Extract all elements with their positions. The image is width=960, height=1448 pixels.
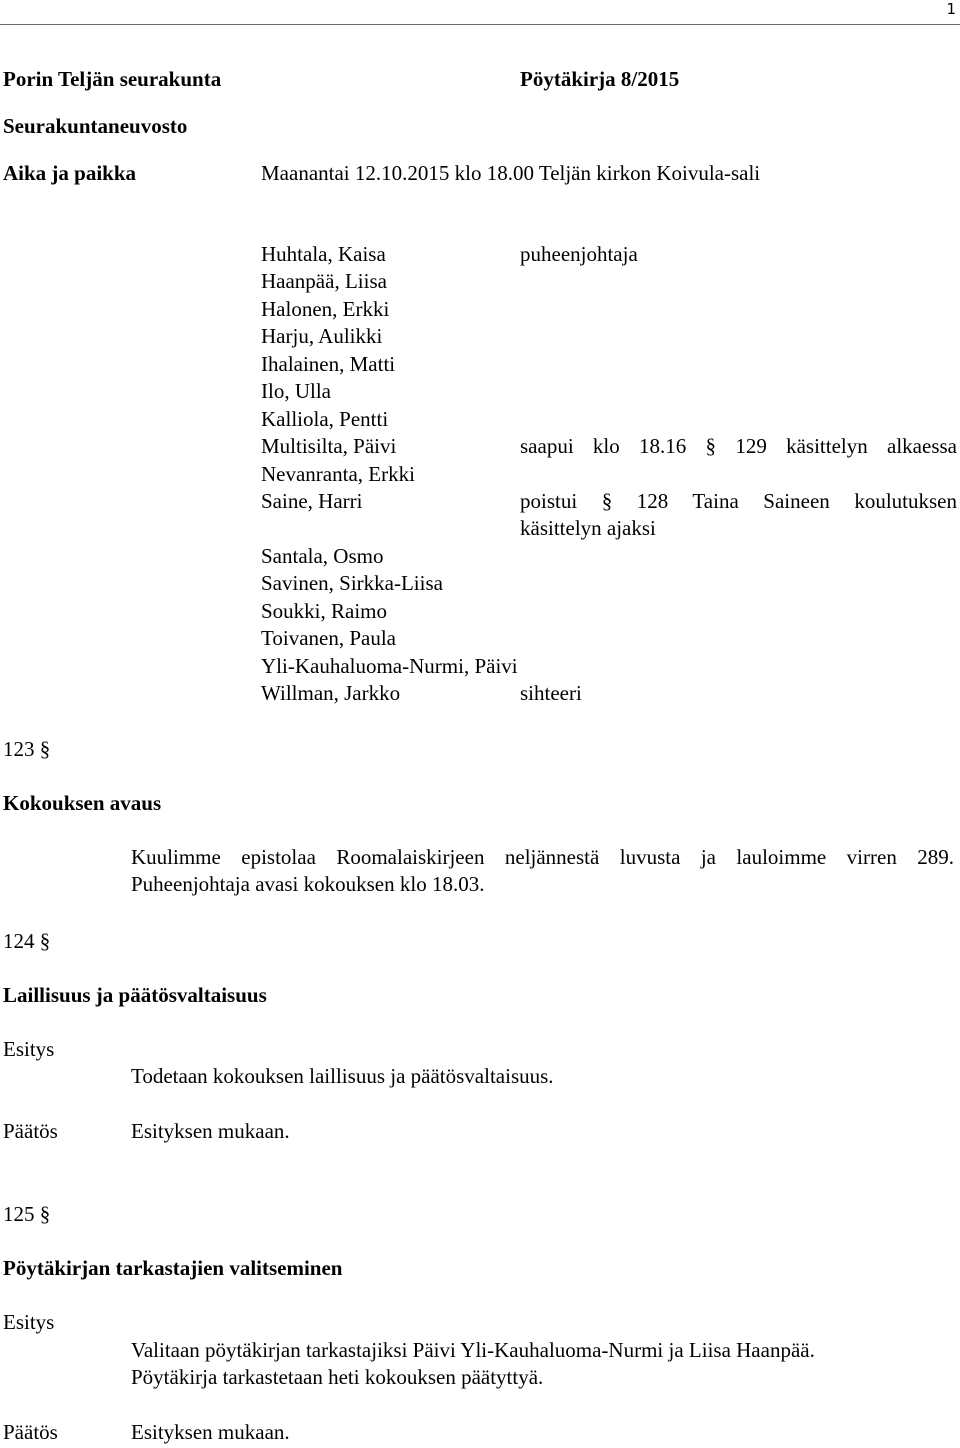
section-number: 123 § <box>3 737 51 761</box>
attendee-note: poistui § 128 Taina Saineen koulutuksen <box>520 489 957 513</box>
section-number: 125 § <box>3 1202 51 1226</box>
time-place-value: Maanantai 12.10.2015 klo 18.00 Teljän kirkon Koivula-sali <box>261 161 761 185</box>
attendee-note: saapui klo 18.16 § 129 käsittelyn alkaessa <box>520 434 957 458</box>
attendee-name: Savinen, Sirkka-Liisa <box>261 571 443 595</box>
section-title: Pöytäkirjan tarkastajien valitseminen <box>3 1256 343 1280</box>
proposal-label: Esitys <box>3 1310 55 1334</box>
attendee-role: sihteeri <box>520 681 582 705</box>
section-title: Laillisuus ja päätösvaltaisuus <box>3 983 267 1007</box>
attendee-name: Halonen, Erkki <box>261 297 390 321</box>
attendee-name: Santala, Osmo <box>261 544 384 568</box>
section-title: Kokouksen avaus <box>3 791 162 815</box>
attendee-name: Yli-Kauhaluoma-Nurmi, Päivi <box>261 654 518 678</box>
decision-text: Esityksen mukaan. <box>131 1420 290 1444</box>
attendee-name: Soukki, Raimo <box>261 599 388 623</box>
attendee-note-continued: käsittelyn ajaksi <box>520 516 656 540</box>
decision-label: Päätös <box>3 1119 58 1143</box>
header-rule <box>0 24 960 25</box>
decision-label: Päätös <box>3 1420 58 1444</box>
attendee-name: Willman, Jarkko <box>261 681 401 705</box>
attendee-name: Nevanranta, Erkki <box>261 462 415 486</box>
attendee-role: puheenjohtaja <box>520 242 638 266</box>
proposal-text: Valitaan pöytäkirjan tarkastajiksi Päivi Yli-Kauhaluoma-Nurmi ja Liisa Haanpää. <box>131 1338 815 1362</box>
section-text: Kuulimme epistolaa Roomalaiskirjeen neljännestä luvusta ja lauloimme virren 289. <box>131 845 954 869</box>
attendee-name: Saine, Harri <box>261 489 363 513</box>
proposal-text: Pöytäkirja tarkastetaan heti kokouksen päätyttyä. <box>131 1365 544 1389</box>
attendee-name: Haanpää, Liisa <box>261 269 387 293</box>
time-place-label: Aika ja paikka <box>3 161 137 185</box>
page-number: 1 <box>946 0 956 18</box>
attendee-name: Ilo, Ulla <box>261 379 331 403</box>
section-number: 124 § <box>3 929 51 953</box>
attendee-name: Toivanen, Paula <box>261 626 396 650</box>
attendee-name: Huhtala, Kaisa <box>261 242 386 266</box>
body-name: Seurakuntaneuvosto <box>3 114 188 138</box>
attendee-name: Multisilta, Päivi <box>261 434 397 458</box>
attendee-name: Ihalainen, Matti <box>261 352 396 376</box>
attendee-name: Harju, Aulikki <box>261 324 383 348</box>
attendee-name: Kalliola, Pentti <box>261 407 389 431</box>
section-text: Puheenjohtaja avasi kokouksen klo 18.03. <box>131 872 485 896</box>
proposal-label: Esitys <box>3 1037 55 1061</box>
decision-text: Esityksen mukaan. <box>131 1119 290 1143</box>
document-title: Pöytäkirja 8/2015 <box>520 67 680 91</box>
organization-name: Porin Teljän seurakunta <box>3 67 222 91</box>
proposal-text: Todetaan kokouksen laillisuus ja päätösvaltaisuus. <box>131 1064 554 1088</box>
